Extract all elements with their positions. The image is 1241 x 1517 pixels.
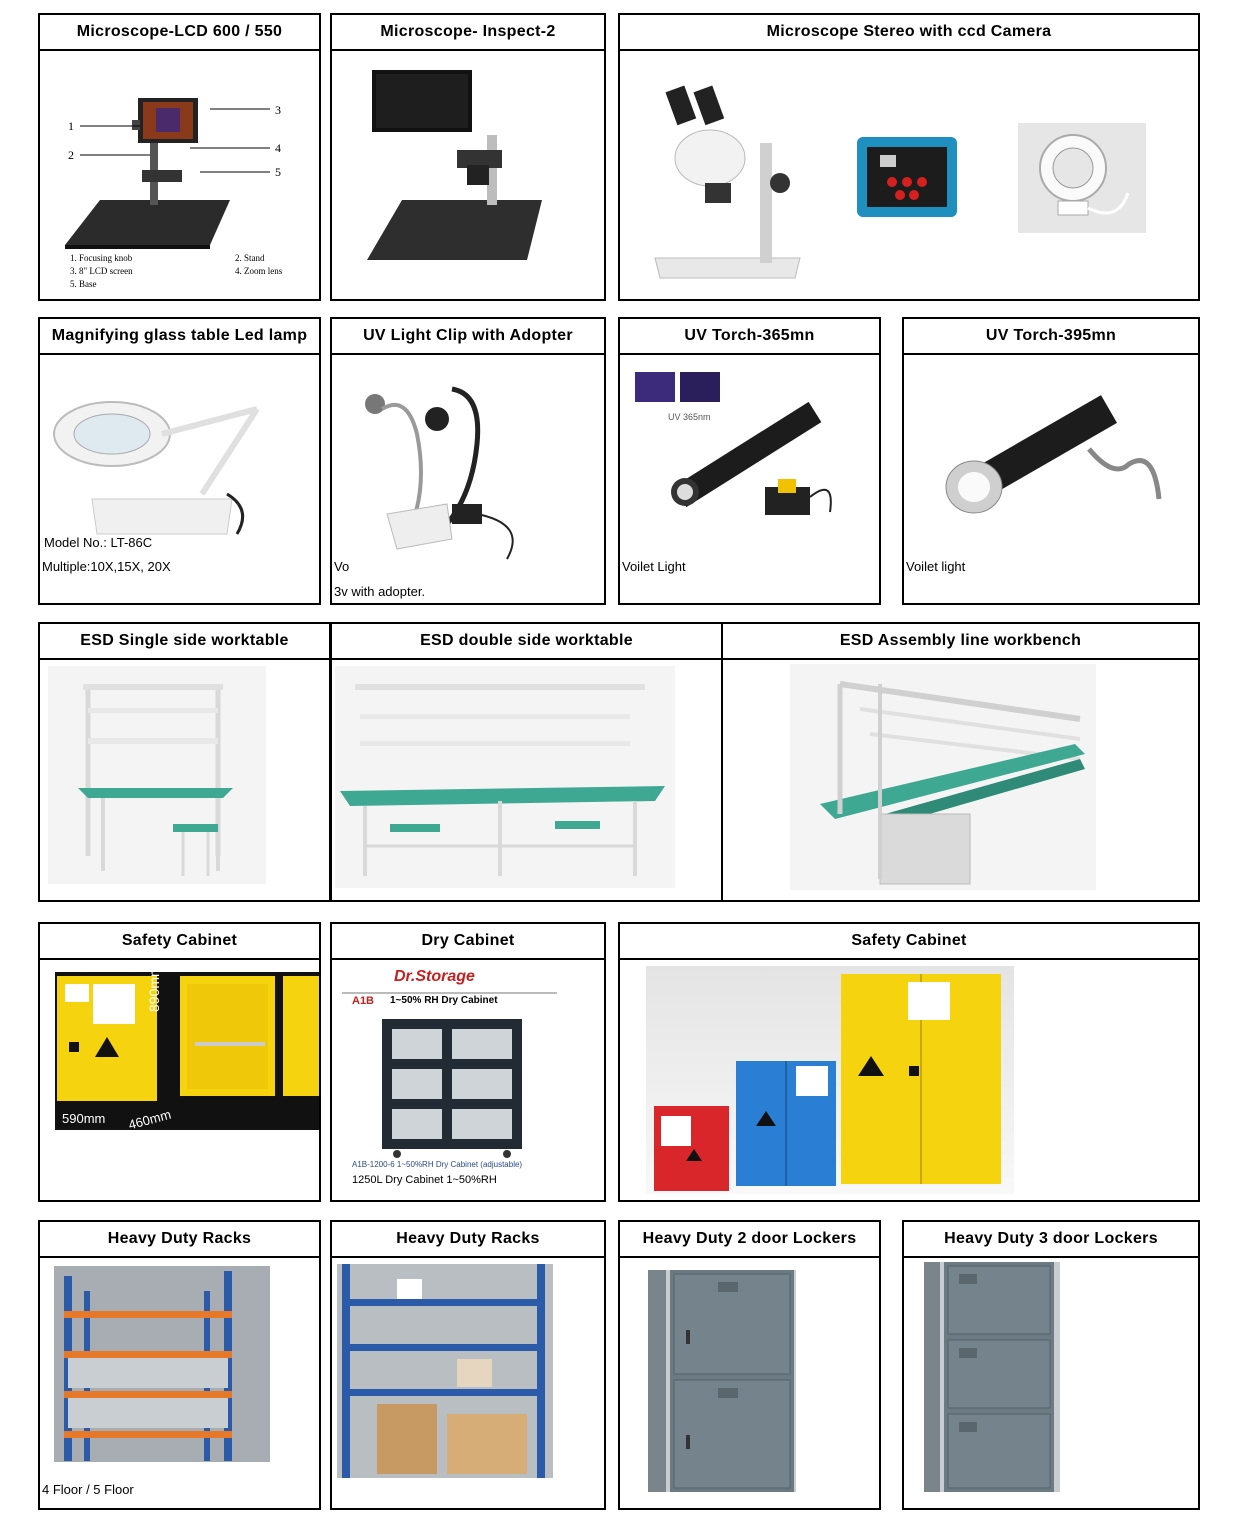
callout-4: 4 <box>275 141 281 155</box>
card-title: ESD Assembly line workbench <box>723 624 1198 660</box>
dry-cabinet-caption-2: 1250L Dry Cabinet 1~50%RH <box>352 1174 497 1186</box>
dr-storage-brand <box>394 968 475 986</box>
legend-4: 4. Zoom lens <box>235 266 283 276</box>
heavy-racks-blue-image <box>337 1264 553 1478</box>
product-card-microscope-lcd <box>38 13 321 301</box>
card-title: UV Light Clip with Adopter <box>332 319 604 355</box>
model-bar <box>342 992 557 994</box>
product-card-heavy-racks-2 <box>330 1220 606 1510</box>
product-card-uv-torch-395 <box>902 317 1200 605</box>
dr-storage-logo-text: Dr.Storage <box>394 968 475 985</box>
card-title: Heavy Duty 2 door Lockers <box>620 1222 879 1258</box>
note-floors: 4 Floor / 5 Floor <box>42 1482 134 1497</box>
note-model: Model No.: LT-86C <box>44 535 153 550</box>
callout-5: 5 <box>275 165 281 179</box>
safety-cabinet-large-image <box>646 966 1014 1194</box>
uv-torch-395-image <box>939 369 1169 529</box>
product-card-stereo-microscope <box>618 13 1200 301</box>
legend-5: 5. Base <box>70 279 97 289</box>
note-violet-light: Voilet light <box>906 559 966 574</box>
legend-3: 3. 8" LCD screen <box>70 266 133 276</box>
callout-2: 2 <box>68 148 74 162</box>
ring-light-image <box>1018 123 1146 233</box>
product-card-esd-assembly <box>721 622 1200 902</box>
2-door-locker-image <box>648 1270 796 1492</box>
ccd-camera-image <box>852 127 962 222</box>
uv-365-label: UV 365nm <box>668 412 711 422</box>
esd-assembly-image <box>790 664 1096 890</box>
card-title: Microscope Stereo with ccd Camera <box>620 15 1198 51</box>
product-card-dry-cabinet <box>330 922 606 1202</box>
stereo-microscope-image <box>650 73 810 283</box>
card-title: ESD double side worktable <box>332 624 721 660</box>
product-card-uv-clip <box>330 317 606 605</box>
note-violet-light: Voilet Light <box>622 559 686 574</box>
legend-1: 1. Focusing knob <box>70 253 133 263</box>
card-title: Safety Cabinet <box>620 924 1198 960</box>
legend-2: 2. Stand <box>235 253 265 263</box>
dimension-depth: 460mm <box>126 1106 173 1133</box>
uv-clip-image <box>357 374 547 574</box>
3-door-locker-image <box>924 1262 1060 1492</box>
product-card-3-door-lockers <box>902 1220 1200 1510</box>
dry-cabinet-caption-1: A1B-1200-6 1~50%RH Dry Cabinet (adjustable) <box>352 1160 523 1169</box>
dimension-height: 890mm <box>146 965 162 1012</box>
product-card-magnifying-lamp <box>38 317 321 605</box>
dry-cabinet-subtitle: 1~50% RH Dry Cabinet <box>390 995 498 1006</box>
safety-cabinet-small-image <box>55 972 321 1130</box>
card-title: Heavy Duty Racks <box>332 1222 604 1258</box>
note-multiple: Multiple:10X,15X, 20X <box>42 559 171 574</box>
card-title: Microscope- Inspect-2 <box>332 15 604 51</box>
heavy-racks-orange-image <box>54 1266 270 1462</box>
card-title: Magnifying glass table Led lamp <box>40 319 319 355</box>
uv-torch-365-image <box>630 367 860 537</box>
card-title: Microscope-LCD 600 / 550 <box>40 15 319 51</box>
note-vo: Vo <box>334 559 350 574</box>
product-card-2-door-lockers <box>618 1220 881 1510</box>
dimension-width: 590mm <box>62 1111 106 1126</box>
product-card-safety-cabinet-small <box>38 922 321 1202</box>
callout-1: 1 <box>68 119 74 133</box>
card-title: Heavy Duty Racks <box>40 1222 319 1258</box>
magnifying-lamp-image <box>52 369 282 539</box>
dry-cabinet-model: A1B <box>352 995 375 1007</box>
esd-double-image <box>335 666 675 888</box>
product-card-uv-torch-365 <box>618 317 881 605</box>
dry-cabinet-image <box>377 1014 527 1162</box>
note-adopter: 3v with adopter. <box>334 584 426 599</box>
product-card-safety-cabinet-large <box>618 922 1200 1202</box>
esd-single-image <box>48 666 266 884</box>
card-title: Dry Cabinet <box>332 924 604 960</box>
card-title: UV Torch-365mn <box>620 319 879 355</box>
product-card-esd-single <box>38 622 331 902</box>
card-title: Safety Cabinet <box>40 924 319 960</box>
product-card-esd-double <box>330 622 723 902</box>
card-title: Heavy Duty 3 door Lockers <box>904 1222 1198 1258</box>
card-title: UV Torch-395mn <box>904 319 1198 355</box>
microscope-inspect-image <box>362 65 562 265</box>
product-card-heavy-racks-1 <box>38 1220 321 1510</box>
product-card-microscope-inspect <box>330 13 606 301</box>
callout-3: 3 <box>275 103 281 117</box>
card-title: ESD Single side worktable <box>40 624 329 660</box>
